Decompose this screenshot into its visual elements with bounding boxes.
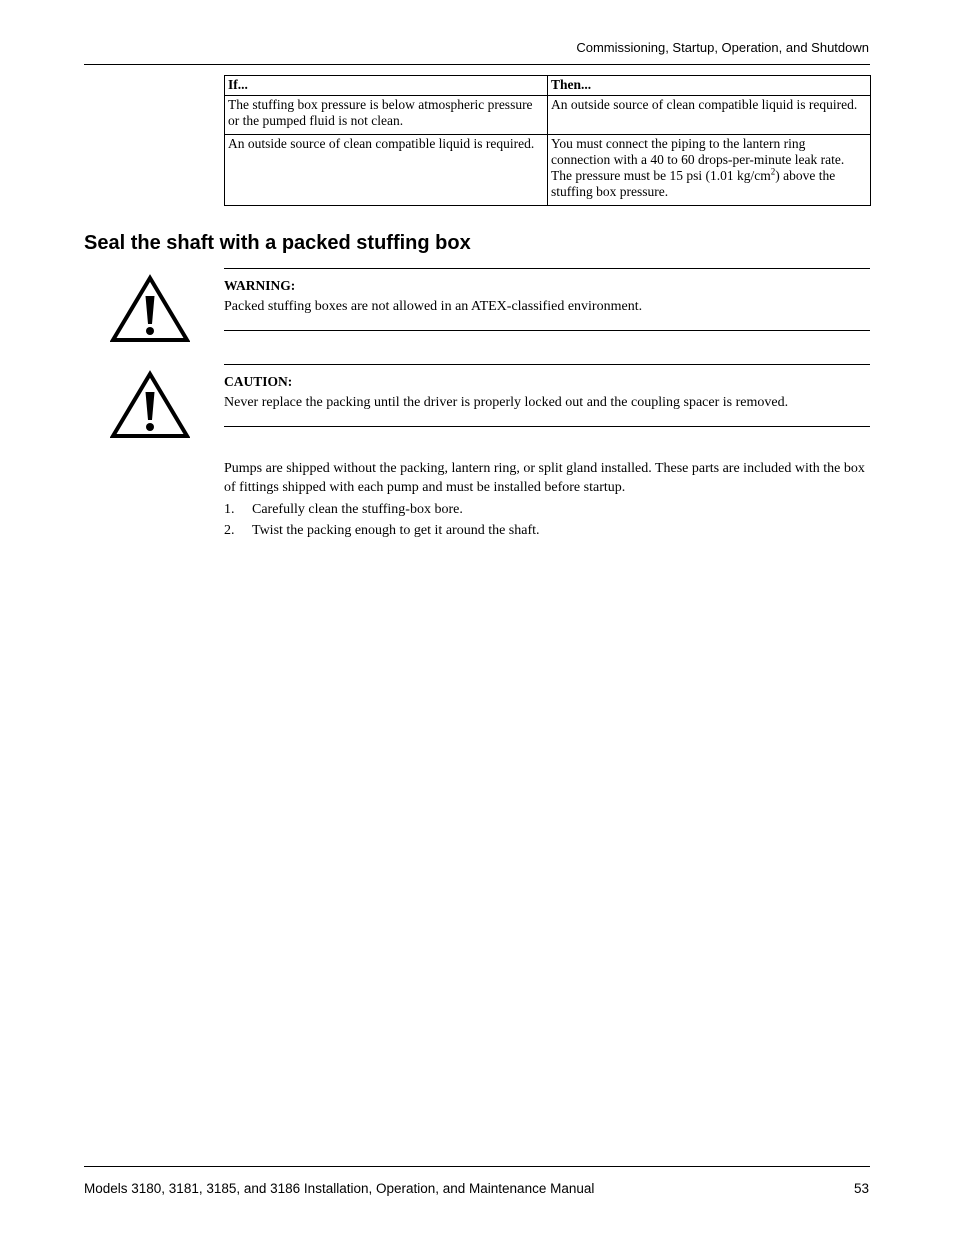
table-cell-if: The stuffing box pressure is below atmospheric pressure or the pumped fluid is not clean. [225,96,548,135]
footer-manual-title: Models 3180, 3181, 3185, and 3186 Installation, Operation, and Maintenance Manual [84,1181,595,1196]
superscript-2: 2 [770,166,776,177]
caution-text: Never replace the packing until the driver is properly locked out and the coupling spacer is removed. [224,395,789,410]
column-header-if: If... [225,76,548,96]
caution-bottom-rule [224,426,870,427]
cell-text-part: ) above the stuffing box pressure. [551,168,836,199]
warning-label: WARNING: [224,278,296,293]
running-header: Commissioning, Startup, Operation, and Shutdown [576,40,869,55]
table-cell-then: An outside source of clean compatible liquid is required. [548,96,871,135]
caution-top-rule [224,364,870,365]
column-header-then: Then... [548,76,871,96]
warning-triangle-icon [110,274,190,344]
step-text: Twist the packing enough to get it around the shaft. [252,523,540,538]
warning-notice [224,268,870,331]
page-number: 53 [853,1181,869,1196]
table-cell-then [548,135,871,206]
list-item [224,523,870,544]
section-title: Seal the shaft with a packed stuffing box [84,232,471,254]
table-row [225,135,871,206]
warning-text: Packed stuffing boxes are not allowed in an ATEX-classified environment. [224,299,643,314]
step-number: 2. [224,523,235,538]
cell-text-part: You must connect the piping to the lantern ring connection with a 40 to 60 drops-per-minute leak rate. The pressure must be 15 psi (1.01 kg/cm [551,136,845,183]
step-text: Carefully clean the stuffing-box bore. [252,502,463,517]
caution-label: CAUTION: [224,374,293,389]
header-divider [84,64,870,65]
warning-bottom-rule [224,330,870,331]
body-paragraph: Pumps are shipped without the packing, lantern ring, or split gland installed. These parts are included with the box of fittings shipped with each pump and must be installed before startup. [224,461,865,495]
caution-triangle-icon [110,370,190,440]
condition-table [224,75,871,206]
footer-divider [84,1166,870,1167]
caution-notice [224,364,870,427]
table-cell-if: An outside source of clean compatible liquid is required. [225,135,548,206]
step-number: 1. [224,502,235,517]
table-header-row [225,76,871,96]
warning-top-rule [224,268,870,269]
step-list [224,502,870,544]
table-row [225,96,871,135]
list-item [224,502,870,523]
